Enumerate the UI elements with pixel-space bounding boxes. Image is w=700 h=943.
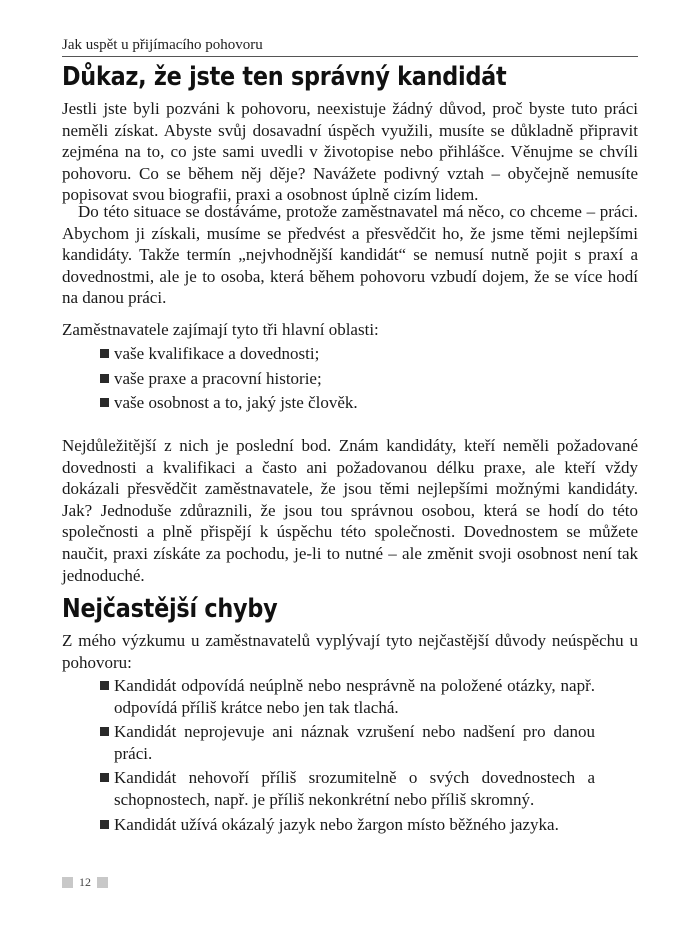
paragraph-intro: Jestli jste byli pozváni k pohovoru, neexistuje žádný důvod, proč byste tuto práci neměli získat. Abyste svůj dosavadní úspěch využili, musíte se důkladně připravit zejména na to, co jste sami uvedli v životopise nebo přihlášce. Věnujme se chvíli pohovoru. Co se během něj děje? Navážete podivný vztah – obyčejně nemusíte popisovat svou biografii, praxi a osobnost úplně cizím lidem. bbox=[62, 99, 638, 205]
bullet-square-icon bbox=[100, 727, 109, 736]
list-item: vaše osobnost a to, jaký jste člověk. bbox=[100, 392, 580, 414]
bullet-square-icon bbox=[100, 820, 109, 829]
bullet-square-icon bbox=[100, 681, 109, 690]
list-item: Kandidát odpovídá neúplně nebo nesprávně na položené otázky, např. odpovídá příliš krátce nebo jen tak tlachá. bbox=[100, 675, 595, 718]
bullet-square-icon bbox=[100, 398, 109, 407]
paragraph-most-important: Nejdůležitější z nich je poslední bod. Znám kandidáty, kteří neměli požadované dovednosti a kvalifikaci a často ani požadovanou délku praxe, ale kteří vždy dokázali přesvědčit zaměstnavatele, že jsou těmi nejlepšími možnými kandidáty. Jak? Jednoduše zdůraznili, že jsou tou správnou osobou, která se hodí do této společnosti a plně přispějí k úspěchu této společnosti. Dovednostem se můžete naučit, praxi získáte za pochodu, je-li to nutné – ale změnit svoji osobnost není tak jednoduché. bbox=[62, 436, 638, 585]
paragraph-situation: Do této situace se dostáváme, protože zaměstnavatel má něco, co chceme – práci. Abychom ji získali, musíme se předvést a přesvědčit ho, že jsme těmi nejlepšími kandidáty. Takže termín „nejvhodnější kandidát“ se nemusí nutně pojit s praxí a dovednostmi, ale je to osoba, která během pohovoru vzbudí dojem, že se více hodí na danou práci. bbox=[62, 202, 638, 308]
areas-intro: Zaměstnavatele zajímají tyto tři hlavní oblasti: bbox=[62, 320, 379, 339]
mistakes-intro: Z mého výzkumu u zaměstnavatelů vyplývají tyto nejčastější důvody neúspěchu u pohovoru: bbox=[62, 631, 638, 672]
section-heading-proof: Důkaz, že jste ten správný kandidát bbox=[62, 62, 507, 92]
list-item: vaše praxe a pracovní historie; bbox=[100, 368, 580, 390]
running-head: Jak uspět u přijímacího pohovoru bbox=[62, 36, 638, 57]
footer-square-icon bbox=[62, 877, 73, 888]
footer-square-icon bbox=[97, 877, 108, 888]
section-heading-mistakes: Nejčastější chyby bbox=[62, 594, 278, 624]
list-item: Kandidát nehovoří příliš srozumitelně o svých dovednostech a schopnostech, např. je příliš nekonkrétní nebo příliš skromný. bbox=[100, 767, 595, 810]
list-item: Kandidát neprojevuje ani náznak vzrušení nebo nadšení pro danou práci. bbox=[100, 721, 595, 764]
list-item: Kandidát užívá okázalý jazyk nebo žargon místo běžného jazyka. bbox=[100, 814, 595, 836]
bullet-square-icon bbox=[100, 349, 109, 358]
bullet-square-icon bbox=[100, 374, 109, 383]
bullet-square-icon bbox=[100, 773, 109, 782]
interest-areas-list bbox=[100, 343, 580, 417]
list-item: vaše kvalifikace a dovednosti; bbox=[100, 343, 580, 365]
page-number: 12 bbox=[79, 875, 91, 889]
page-footer bbox=[62, 875, 108, 890]
mistakes-list bbox=[100, 675, 595, 838]
